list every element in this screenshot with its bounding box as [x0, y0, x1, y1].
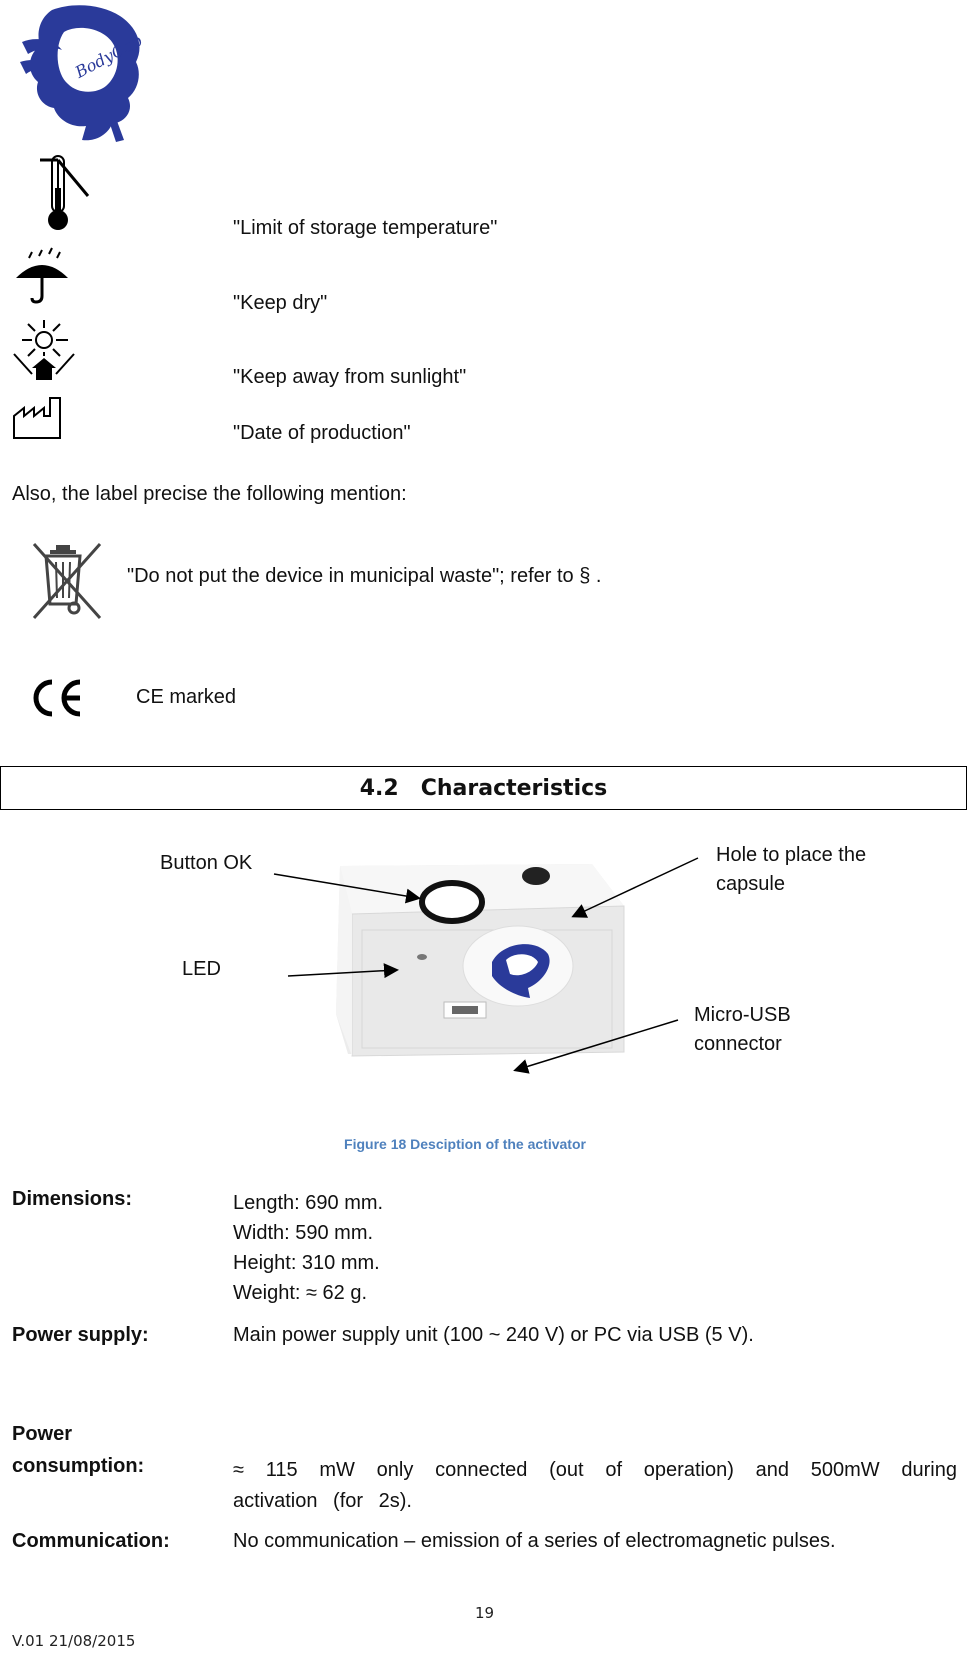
power-consumption-value: ≈ 115 mW only connected (out of operation) and 500mW during activation (for 2s).	[233, 1459, 957, 1512]
callout-usb-line2: connector	[694, 1033, 782, 1055]
waste-note: "Do not put the device in municipal waste"; refer to § .	[127, 565, 602, 587]
umbrella-rain-icon	[12, 246, 72, 304]
dimension-length: Length: 690 mm.	[233, 1192, 384, 1214]
thermometer-limit-icon	[28, 152, 90, 232]
crossed-bin-icon	[30, 538, 104, 622]
page-number: 19	[474, 1604, 495, 1622]
activator-figure	[0, 830, 969, 1120]
section-heading-box	[0, 766, 967, 810]
callout-usb-line1: Micro-USB	[694, 1004, 791, 1026]
callout-button-ok: Button OK	[160, 852, 253, 874]
power-supply-value: Main power supply unit (100 ~ 240 V) or PC via USB (5 V).	[233, 1324, 754, 1346]
activator-device	[336, 864, 624, 1056]
symbol-label-dry: "Keep dry"	[233, 292, 328, 314]
symbol-label-production: "Date of production"	[233, 422, 411, 444]
section-number: 4.2	[359, 775, 399, 801]
factory-icon	[12, 394, 64, 442]
communication-value: No communication – emission of a series of electromagnetic pulses.	[233, 1530, 836, 1552]
callout-led: LED	[182, 958, 221, 980]
figure-caption: Figure 18 Desciption of the activator	[344, 1136, 586, 1152]
dimension-weight: Weight: ≈ 62 g.	[233, 1282, 368, 1304]
dimension-width: Width: 590 mm.	[233, 1222, 374, 1244]
logo-text: BodyCap	[71, 30, 146, 82]
power-consumption-label-2: consumption:	[12, 1455, 145, 1477]
dimensions-label: Dimensions:	[12, 1188, 133, 1210]
sun-icon	[10, 318, 78, 382]
symbol-label-sunlight: "Keep away from sunlight"	[233, 366, 467, 388]
mention-intro: Also, the label precise the following mention:	[12, 483, 407, 505]
ce-note: CE marked	[136, 686, 237, 708]
section-heading	[360, 776, 608, 801]
section-title: Characteristics	[420, 775, 608, 801]
ce-mark-icon	[28, 676, 84, 720]
dimensions-values	[233, 1188, 383, 1308]
company-logo	[12, 2, 152, 146]
callout-hole-line2: capsule	[716, 873, 785, 895]
symbol-label-temperature: "Limit of storage temperature"	[233, 217, 498, 239]
dimension-height: Height: 310 mm.	[233, 1252, 380, 1274]
communication-label: Communication:	[12, 1530, 170, 1552]
callout-hole-line1: Hole to place the	[716, 844, 867, 866]
power-consumption-label-1: Power	[12, 1423, 73, 1445]
power-supply-label: Power supply:	[12, 1324, 149, 1346]
document-version: V.01 21/08/2015	[12, 1632, 136, 1650]
